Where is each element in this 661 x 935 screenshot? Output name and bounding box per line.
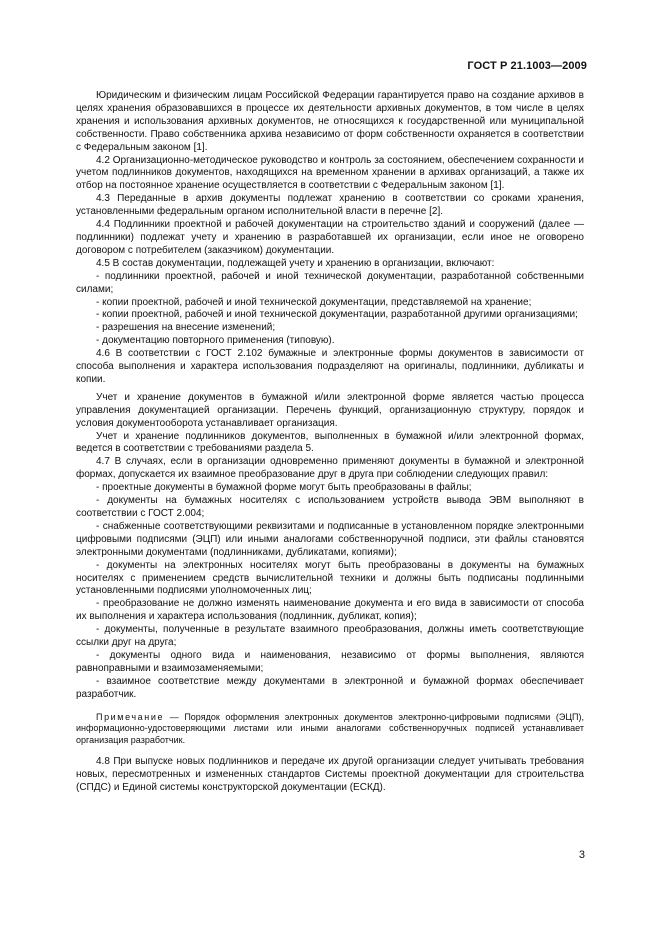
list-item: - разрешения на внесение изменений; xyxy=(96,322,276,334)
list-item: - документы на бумажных носителях с использованием устройств вывода ЭВМ выполняют в соответствии с ГОСТ 2.004; xyxy=(76,495,584,519)
list-item: - взаимное соответствие между документами в электронной и бумажной формах обеспечивает разработчик. xyxy=(76,675,584,700)
page-body xyxy=(76,90,584,795)
list-item: - снабженные соответствующими реквизитами и подписанные в установленном порядке электронными цифровыми подписями (ЭЦП) или иными аналогами собственноручной подписи, эти файлы становятся электронными документами (подлинниками, дубликатами, копиями); xyxy=(76,520,584,558)
list-item: - преобразование не должно изменять наименование документа и его вида в зависимости от способа их выполнения и характера использования (подлинник, дубликат, копия); xyxy=(76,598,584,623)
paragraph: 4.2 Организационно-методическое руководство и контроль за состоянием, обеспечением сохранности и учетом подлинников документов, находящихся на временном хранении в архивах организаций, а также их отбор на постоянное хранение осуществляется в соответствии с Федеральным законом [1]. xyxy=(76,154,584,192)
paragraph: Учет и хранение подлинников документов, выполненных в бумажной и/или электронной формах, ведется в соответствии с требованиями раздела 5. xyxy=(76,430,584,455)
paragraph: 4.3 Переданные в архив документы подлежат хранению в соответствии со сроками хранения, установленными федеральным органом исполнительной власти в перечне [2]. xyxy=(76,193,584,218)
list-item: - копии проектной, рабочей и иной технической документации, разработанной другими организациями; xyxy=(96,309,578,321)
document-header: ГОСТ Р 21.1003—2009 xyxy=(467,60,587,72)
list-item: - документацию повторного применения (типовую). xyxy=(96,335,335,347)
paragraph: 4.7 В случаях, если в организации одновременно применяют документы в бумажной и электронной формах, допускается их взаимное преобразование друг в друга при соблюдении следующих правил: xyxy=(76,456,584,481)
note-text: — Порядок оформления электронных документов электронно-цифровыми подписями (ЭЦП), информационно-удостоверяющими листами или иными аналогами собственноручных подписей устанавливает организация разработчик. xyxy=(76,711,584,745)
paragraph: 4.8 При выпуске новых подлинников и передаче их другой организации следует учитывать требования новых, пересмотренных и измененных стандартов Системы проектной документации для строительства (СПДС) и Единой системы конструкторской документации (ЕСКД). xyxy=(76,756,584,793)
list-item: - документы на электронных носителях могут быть преобразованы в документы на бумажных носителях с применением средств вычислительной техники и должны быть подписаны подлинными установленными подписями уполномоченных лиц; xyxy=(76,559,584,597)
paragraph: 4.4 Подлинники проектной и рабочей документации на строительство зданий и сооружений (далее — подлинники) подлежат учету и хранению в разработавшей их организации, если иное не оговорено договором с потребителем (заказчиком) документации. xyxy=(76,219,584,256)
list-item: - документы, полученные в результате взаимного преобразования, должны иметь соответствующие ссылки друг на друга; xyxy=(76,624,584,649)
paragraph: 4.6 В соответствии с ГОСТ 2.102 бумажные и электронные формы документов в зависимости от способа выполнения и характера использования подразделяют на оригиналы, подлинники, дубликаты и копии. xyxy=(76,348,584,385)
list-item: - подлинники проектной, рабочей и иной технической документации, разработанной собственными силами; xyxy=(76,270,584,295)
list-item: - копии проектной, рабочей и иной технической документации, представляемой на хранение; xyxy=(96,296,532,308)
note-label: Примечание xyxy=(96,711,165,722)
list-item: - проектные документы в бумажной форме могут быть преобразованы в файлы; xyxy=(96,482,472,494)
paragraph: 4.5 В состав документации, подлежащей учету и хранению в организации, включают: xyxy=(96,257,495,269)
paragraph: Учет и хранение документов в бумажной и/или электронной форме является частью процесса управления документацией организации. Перечень функций, организационную структуру, порядок и условия документооборота устанавливает организация. xyxy=(76,391,584,429)
page-number: 3 xyxy=(578,849,585,861)
paragraph: Юридическим и физическим лицам Российской Федерации гарантируется право на создание архивов в целях хранения образовавшихся в процессе их деятельности архивных документов, в том числе в целях хранения и использования архивных документов, не относящихся к государственной или муниципальной собственности. Право собственника архива независимо от форм собственности охраняется в соответствии с Федеральным законом [1]. xyxy=(76,90,584,153)
list-item: - документы одного вида и наименования, независимо от формы выполнения, являются равноправными и взаимозаменяемыми; xyxy=(76,649,584,674)
note xyxy=(76,712,584,747)
